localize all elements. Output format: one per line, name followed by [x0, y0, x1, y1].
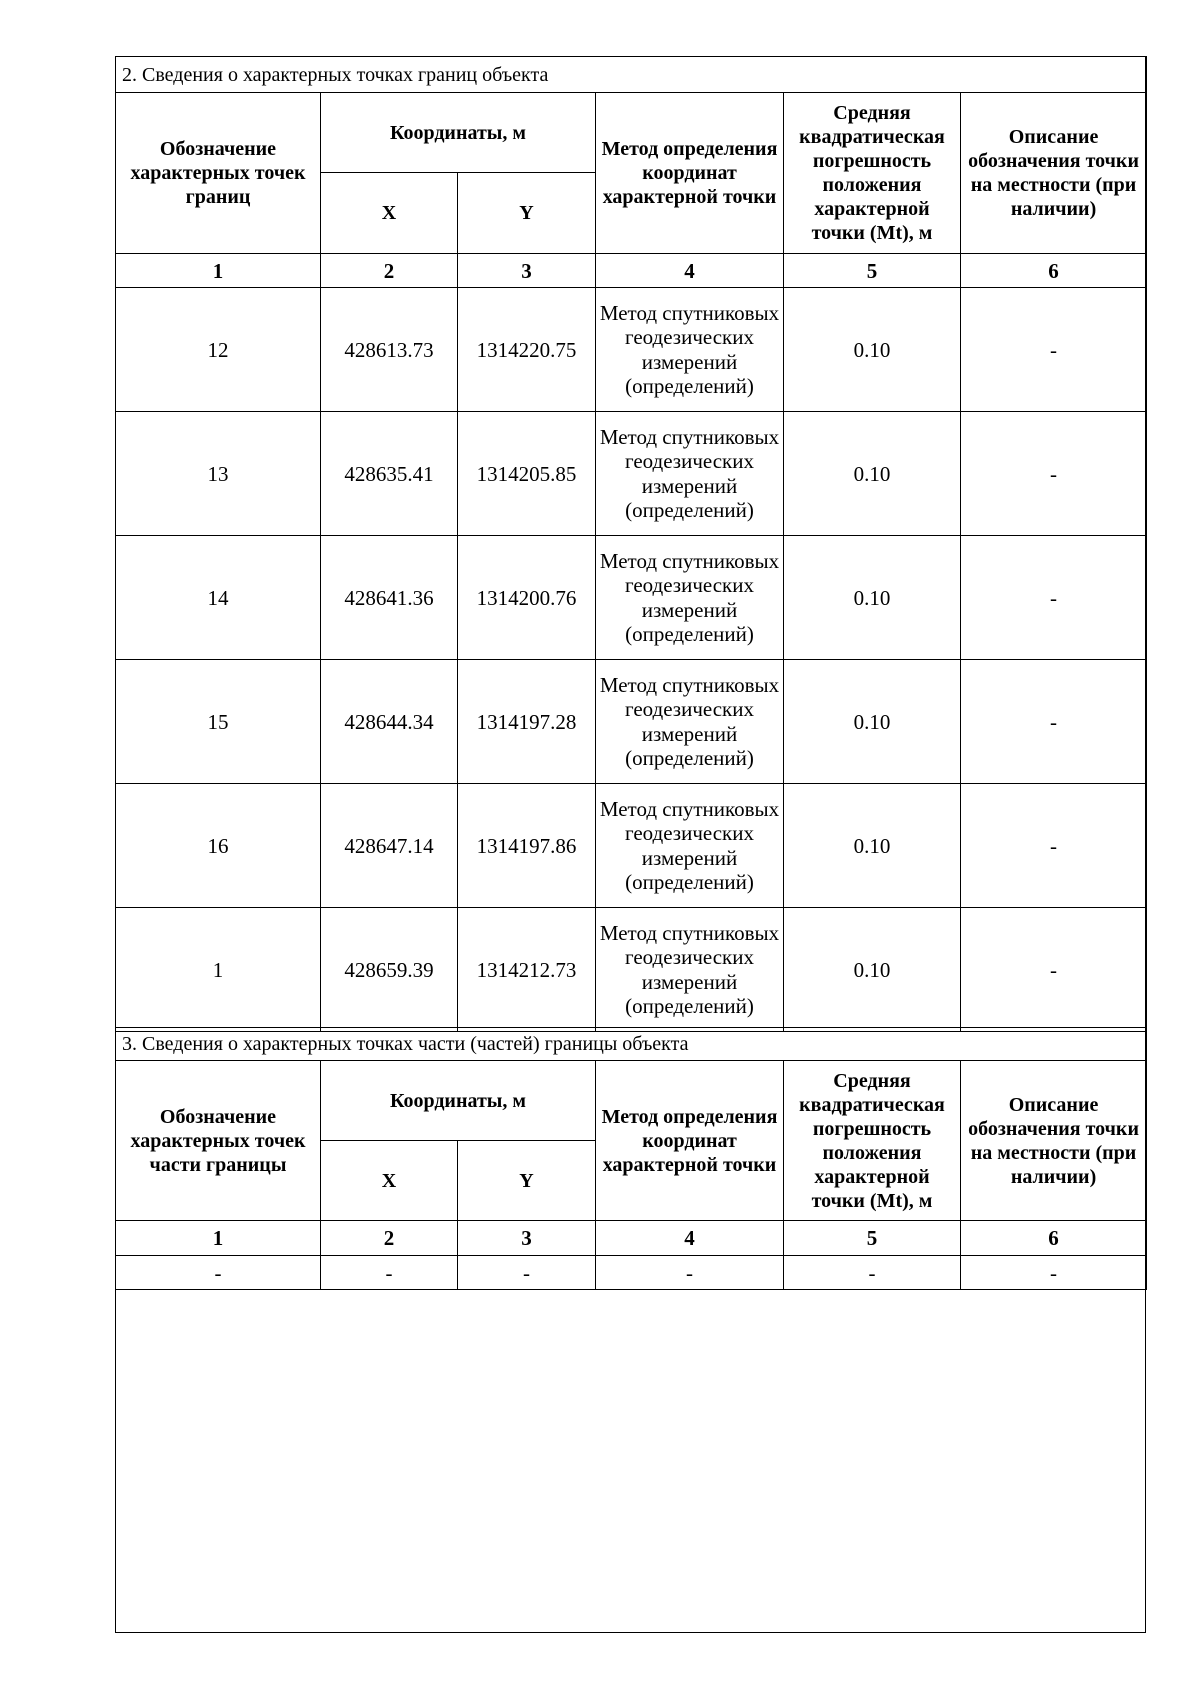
header-x: X [321, 1141, 458, 1221]
header-mean-error: Средняя квадратическая погрешность положения характерной точки (Mt), м [784, 93, 961, 254]
header-point-designation: Обозначение характерных точек части границы [116, 1061, 321, 1221]
coord-y: 1314197.86 [458, 784, 596, 908]
mean-error: 0.10 [784, 412, 961, 536]
header-method: Метод определения координат характерной точки [596, 93, 784, 254]
coord-y: 1314200.76 [458, 536, 596, 660]
coord-x: 428647.14 [321, 784, 458, 908]
coord-x: 428641.36 [321, 536, 458, 660]
method-cell: Метод спутниковых геодезических измерений (определений) [596, 536, 784, 660]
description-cell: - [961, 288, 1147, 412]
table-row [116, 536, 1147, 660]
description-cell: - [961, 412, 1147, 536]
header-mean-error: Средняя квадратическая погрешность положения характерной точки (Mt), м [784, 1061, 961, 1221]
table-row [116, 288, 1147, 412]
coord-y: 1314197.28 [458, 660, 596, 784]
column-number: 4 [596, 1221, 784, 1256]
header-coordinates: Координаты, м [321, 93, 596, 173]
column-number: 5 [784, 1221, 961, 1256]
method-cell: Метод спутниковых геодезических измерений (определений) [596, 412, 784, 536]
coord-y: 1314220.75 [458, 288, 596, 412]
header-description: Описание обозначения точки на местности (при наличии) [961, 93, 1147, 254]
header-y: Y [458, 173, 596, 254]
mean-error: 0.10 [784, 908, 961, 1032]
column-number: 1 [116, 254, 321, 288]
point-id: 12 [116, 288, 321, 412]
point-id: 13 [116, 412, 321, 536]
column-number: 3 [458, 254, 596, 288]
description-cell: - [961, 660, 1147, 784]
section3-title: 3. Сведения о характерных точках части (частей) границы объекта [116, 1028, 1147, 1061]
column-number: 4 [596, 254, 784, 288]
method-cell: Метод спутниковых геодезических измерений (определений) [596, 908, 784, 1032]
description-cell: - [961, 908, 1147, 1032]
header-coordinates: Координаты, м [321, 1061, 596, 1141]
method-cell: Метод спутниковых геодезических измерений (определений) [596, 784, 784, 908]
mean-error: 0.10 [784, 288, 961, 412]
section3-table [115, 1027, 1147, 1290]
coord-y: - [458, 1256, 596, 1290]
coord-x: 428644.34 [321, 660, 458, 784]
column-number: 6 [961, 1221, 1147, 1256]
column-number: 2 [321, 254, 458, 288]
description-cell: - [961, 784, 1147, 908]
point-id: 15 [116, 660, 321, 784]
header-x: X [321, 173, 458, 254]
point-id: 14 [116, 536, 321, 660]
coord-x: 428613.73 [321, 288, 458, 412]
table-row [116, 412, 1147, 536]
column-number: 5 [784, 254, 961, 288]
column-number: 1 [116, 1221, 321, 1256]
method-cell: - [596, 1256, 784, 1290]
description-cell: - [961, 1256, 1147, 1290]
column-number: 6 [961, 254, 1147, 288]
section2-title: 2. Сведения о характерных точках границ объекта [116, 57, 1147, 93]
table-row [116, 1256, 1147, 1290]
column-number: 3 [458, 1221, 596, 1256]
header-description: Описание обозначения точки на местности (при наличии) [961, 1061, 1147, 1221]
point-id: - [116, 1256, 321, 1290]
method-cell: Метод спутниковых геодезических измерений (определений) [596, 288, 784, 412]
table-row [116, 660, 1147, 784]
coord-y: 1314205.85 [458, 412, 596, 536]
header-method: Метод определения координат характерной точки [596, 1061, 784, 1221]
header-y: Y [458, 1141, 596, 1221]
mean-error: 0.10 [784, 784, 961, 908]
coord-y: 1314212.73 [458, 908, 596, 1032]
mean-error: 0.10 [784, 660, 961, 784]
coord-x: 428659.39 [321, 908, 458, 1032]
point-id: 16 [116, 784, 321, 908]
table-row [116, 908, 1147, 1032]
point-id: 1 [116, 908, 321, 1032]
coord-x: 428635.41 [321, 412, 458, 536]
mean-error: 0.10 [784, 536, 961, 660]
table-row [116, 784, 1147, 908]
section2-table [115, 56, 1147, 1032]
header-point-designation: Обозначение характерных точек границ [116, 93, 321, 254]
coord-x: - [321, 1256, 458, 1290]
method-cell: Метод спутниковых геодезических измерений (определений) [596, 660, 784, 784]
description-cell: - [961, 536, 1147, 660]
mean-error: - [784, 1256, 961, 1290]
column-number: 2 [321, 1221, 458, 1256]
